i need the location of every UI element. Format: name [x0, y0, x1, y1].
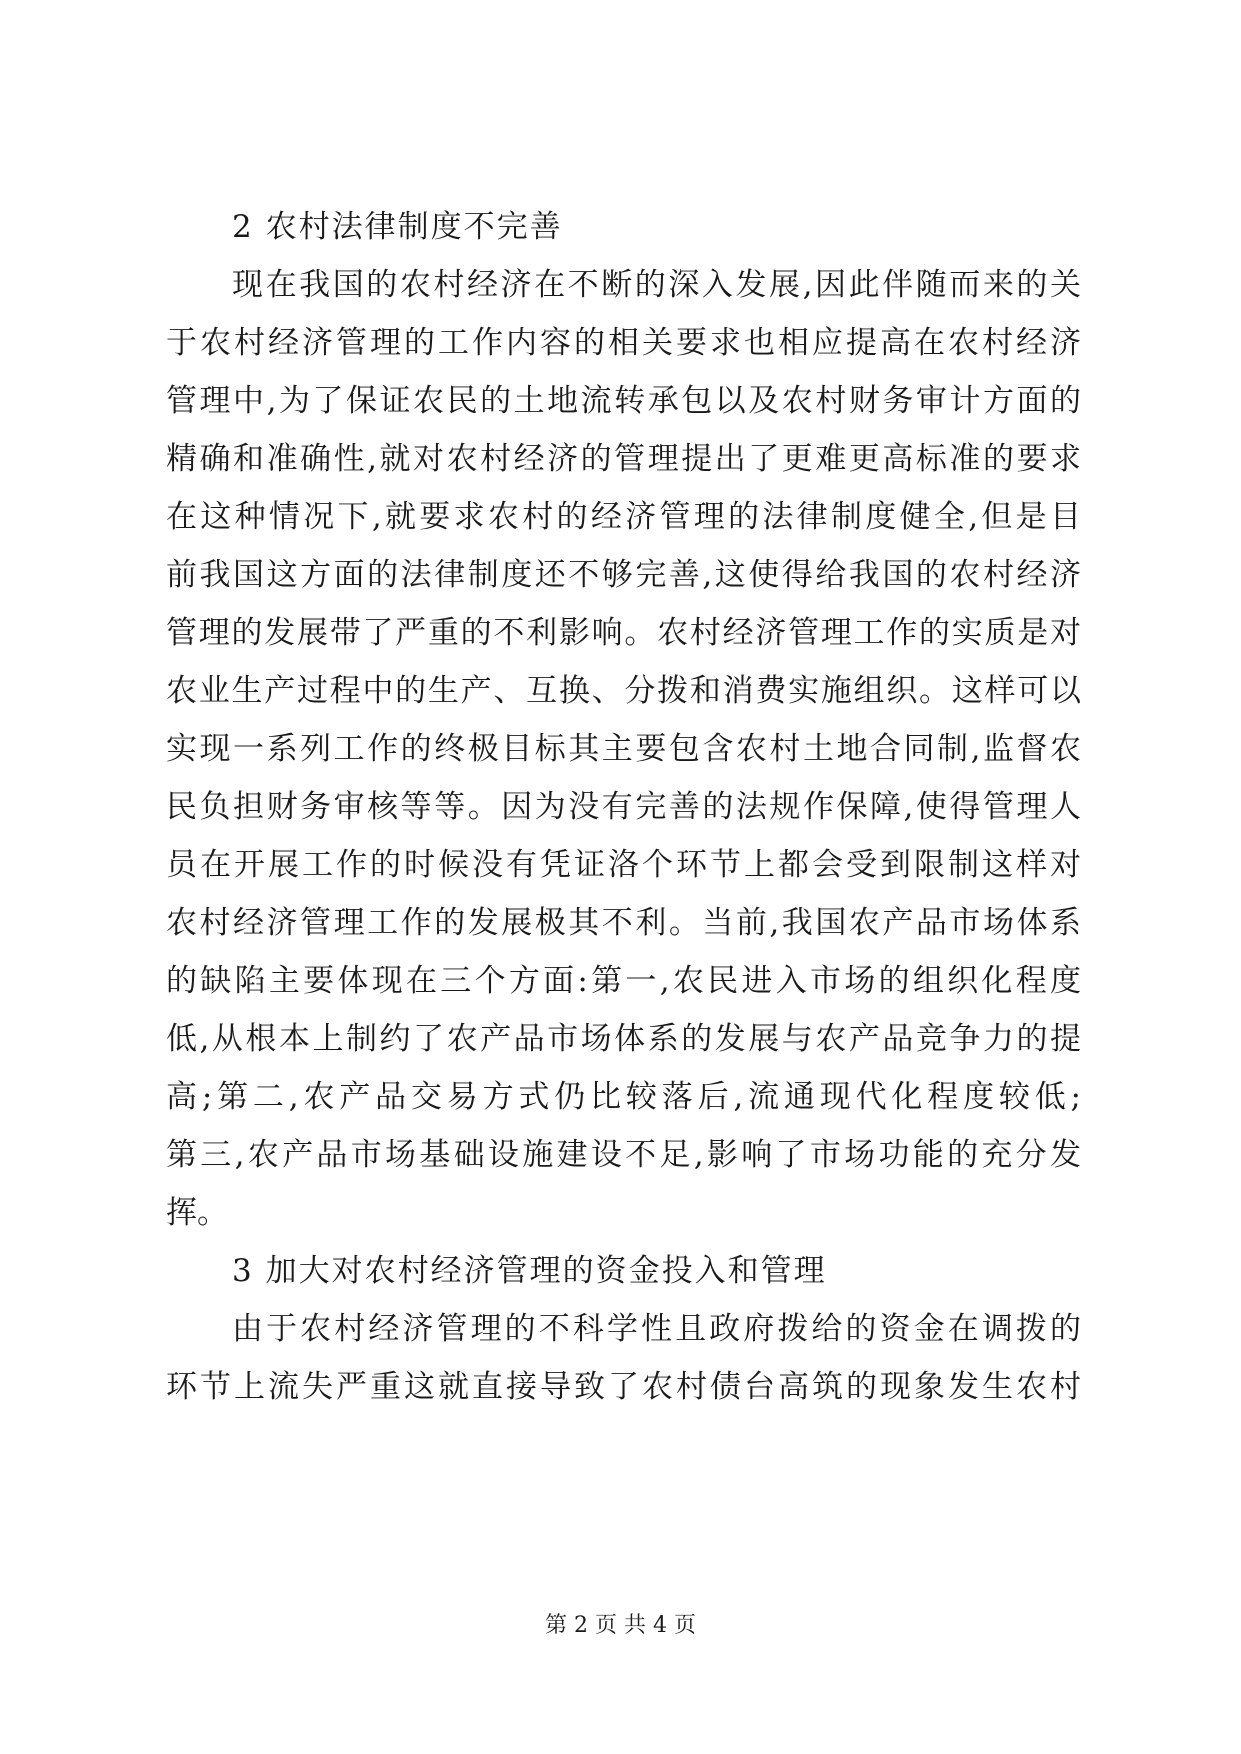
paragraph-line: 前我国这方面的法律制度还不够完善,这使得给我国的农村经济 [166, 557, 1081, 593]
paragraph-line: 现在我国的农村经济在不断的深入发展,因此伴随而来的关 [232, 267, 1081, 303]
paragraph-line: 民负担财务审核等等。因为没有完善的法规作保障,使得管理人 [166, 789, 1081, 825]
paragraph-line: 第三,农产品市场基础设施建设不足,影响了市场功能的充分发 [166, 1137, 1081, 1173]
section-heading: 3 加大对农村经济管理的资金投入和管理 [232, 1253, 827, 1289]
paragraph-line: 由于农村经济管理的不科学性且政府拨给的资金在调拨的 [232, 1311, 1081, 1347]
paragraph-line: 农村经济管理工作的发展极其不利。当前,我国农产品市场体系 [166, 905, 1081, 941]
paragraph-line: 农业生产过程中的生产、互换、分拨和消费实施组织。这样可以 [166, 673, 1081, 709]
paragraph-line: 高;第二,农产品交易方式仍比较落后,流通现代化程度较低; [166, 1079, 1081, 1115]
paragraph-line: 的缺陷主要体现在三个方面:第一,农民进入市场的组织化程度 [166, 963, 1081, 999]
section-heading: 2 农村法律制度不完善 [232, 209, 563, 245]
paragraph-line: 挥。 [166, 1195, 228, 1231]
paragraph-line: 员在开展工作的时候没有凭证洛个环节上都会受到限制这样对 [166, 847, 1081, 883]
paragraph-line: 管理的发展带了严重的不利影响。农村经济管理工作的实质是对 [166, 615, 1081, 651]
page-footer: 第 2 页 共 4 页 [545, 1613, 696, 1638]
paragraph-line: 于农村经济管理的工作内容的相关要求也相应提高在农村经济 [166, 325, 1081, 361]
paragraph-line: 精确和准确性,就对农村经济的管理提出了更难更高标准的要求 [166, 441, 1081, 477]
paragraph-line: 实现一系列工作的终极目标其主要包含农村土地合同制,监督农 [166, 731, 1081, 767]
paragraph-line: 在这种情况下,就要求农村的经济管理的法律制度健全,但是目 [166, 499, 1081, 535]
paragraph-line: 低,从根本上制约了农产品市场体系的发展与农产品竞争力的提 [166, 1021, 1081, 1057]
paragraph-line: 管理中,为了保证农民的土地流转承包以及农村财务审计方面的 [166, 383, 1081, 419]
paragraph-line: 环节上流失严重这就直接导致了农村债台高筑的现象发生农村 [166, 1369, 1081, 1405]
